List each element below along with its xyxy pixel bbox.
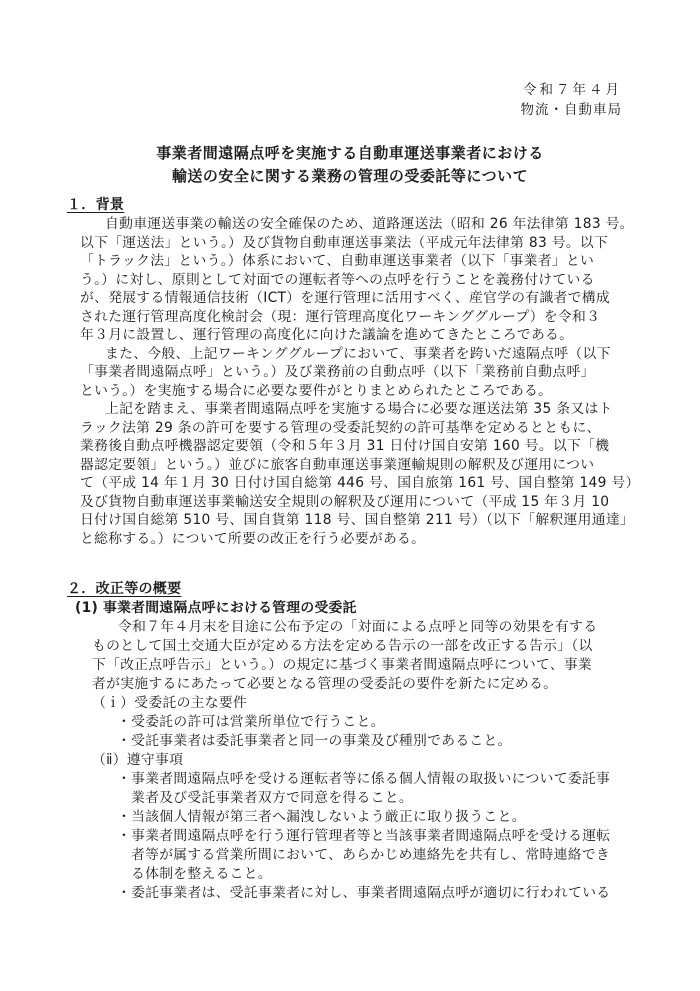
compliance-bullet-line: ・委託事業者は、受託事業者に対し、事業者間遠隔点呼が適切に行われている [117,885,611,901]
section-2-heading-row [67,580,632,599]
requirements-label: （ｉ）受委託の主な要件 [92,695,248,711]
requirement-bullet: ・受委託の許可は営業所単位で行うこと。 [117,714,385,730]
item-1-heading: 事業者間遠隔点呼における管理の受委託 [103,600,357,616]
body-line: 上記を踏まえ、事業者間遠隔点呼を実施する場合に必要な運送法第 35 条又はト [105,401,613,417]
section-2 [67,580,632,903]
section-1-body [80,215,640,548]
body-line: 器認定要領」という。）並びに旅客自動車運送事業運輸規則の解釈及び運用につい [80,456,595,473]
body-line: 業務後自動点呼機器認定要領（令和５年３月 31 日付け国自安第 160 号。以下「機 [80,438,610,454]
compliance-bullet-line: ・事業者間遠隔点呼を受ける運転者等に係る個人情報の取扱いについて委託事 [117,771,611,787]
section-2-heading: ２．改正等の概要 [67,581,182,597]
body-line: 令和７年４月末を目途に公布予定の「対面による点呼と同等の効果を有する [118,619,598,635]
compliance-bullet-line: ・事業者間遠隔点呼を行う運行管理者等と当該事業者間遠隔点呼を受ける運転 [117,828,611,844]
compliance-bullet-line: る体制を整えること。 [131,866,272,882]
body-line: された運行管理高度化検討会（現：運行管理高度化ワーキンググループ）を令和３ [80,308,601,325]
requirement-bullet: ・受託事業者は委託事業者と同一の事業及び種別であること。 [117,733,512,749]
compliance-bullet-line: 者等が属する営業所間において、あらかじめ連絡先を共有し、常時連絡でき [131,847,611,863]
body-line: 日付け国自総第 510 号、国自貨第 118 号、国自整第 211 号）（以下「解釈運用通達」 [80,512,635,528]
body-line: て（平成 14 年１月 30 日付け国自総第 446 号、国自旅第 161 号、国自整第 149 号） [80,475,640,491]
body-line: という。）を実施する場合に必要な要件がとりまとめられたところである。 [80,382,553,399]
section-1 [67,196,640,548]
body-line: と総称する。）について所要の改正を行う必要がある。 [80,530,426,547]
requirements-bullet-list [117,713,632,751]
document-body [0,196,700,903]
body-line: 者が実施するにあたって必要となる管理の受委託の要件を新たに定める。 [92,676,558,692]
body-line: う。）に対し、原則として対面での運転者等への点呼を行うことを義務付けている [80,271,595,288]
section-1-heading: １．背景 [67,197,125,213]
issue-date: 令和７年４月 [523,82,622,98]
body-line: 下「改正点呼告示」という。）の規定に基づく事業者間遠隔点呼について、事業 [92,657,593,673]
document-header [0,0,700,120]
body-line: が、発展する情報通信技術（ICT）を運行管理に活用すべく、産官学の有識者で構成 [80,290,610,306]
item-1-heading-row [75,599,632,618]
document-title-line-1: 事業者間遠隔点呼を実施する自動車運送事業者における [156,144,544,162]
body-line: ラック法第 29 条の許可を要する管理の受委託契約の許可基準を定めるとともに、 [80,419,601,436]
body-line: 「事業者間遠隔点呼」という。）及び業務前の自動点呼（以下「業務前自動点呼」 [80,364,595,380]
compliance-bullet-line: 業者及び受託事業者双方で同意を得ること。 [131,790,413,806]
body-line: 年３月に設置し、運行管理の高度化に向けた議論を進めてきたところである。 [80,327,574,343]
body-line: 「トラック法」という。）体系において、自動車運送事業者（以下「事業者」とい [80,253,595,269]
body-line: 及び貨物自動車運送事業輸送安全規則の解釈及び運用について（平成 15 年３月 10 [80,493,610,510]
issuing-bureau: 物流・自動車局 [520,102,622,118]
item-1-body [92,618,632,694]
item-1-number: (1) [75,600,99,616]
document-title-line-2: 輸送の安全に関する業務の管理の受委託等について [171,167,529,185]
body-line: また、今般、上記ワーキンググループにおいて、事業者を跨いだ遠隔点呼（以下 [105,345,611,362]
compliance-bullet-list [117,770,632,903]
body-line: 自動車運送事業の輸送の安全確保のため、道路運送法（昭和 26 年法律第 183 号。 [105,216,634,232]
body-line: 以下「運送法」という。）及び貨物自動車運送事業法（平成元年法律第 83 号。以下 [80,234,609,251]
document-title [0,142,700,188]
compliance-bullet-line: ・当該個人情報が第三者へ漏洩しないよう厳正に取り扱うこと。 [117,809,526,825]
body-line: ものとして国土交通大臣が定める方法を定める告示の一部を改正する告示」（以 [92,638,593,654]
compliance-label: （ⅱ）遵守事項 [92,752,184,768]
